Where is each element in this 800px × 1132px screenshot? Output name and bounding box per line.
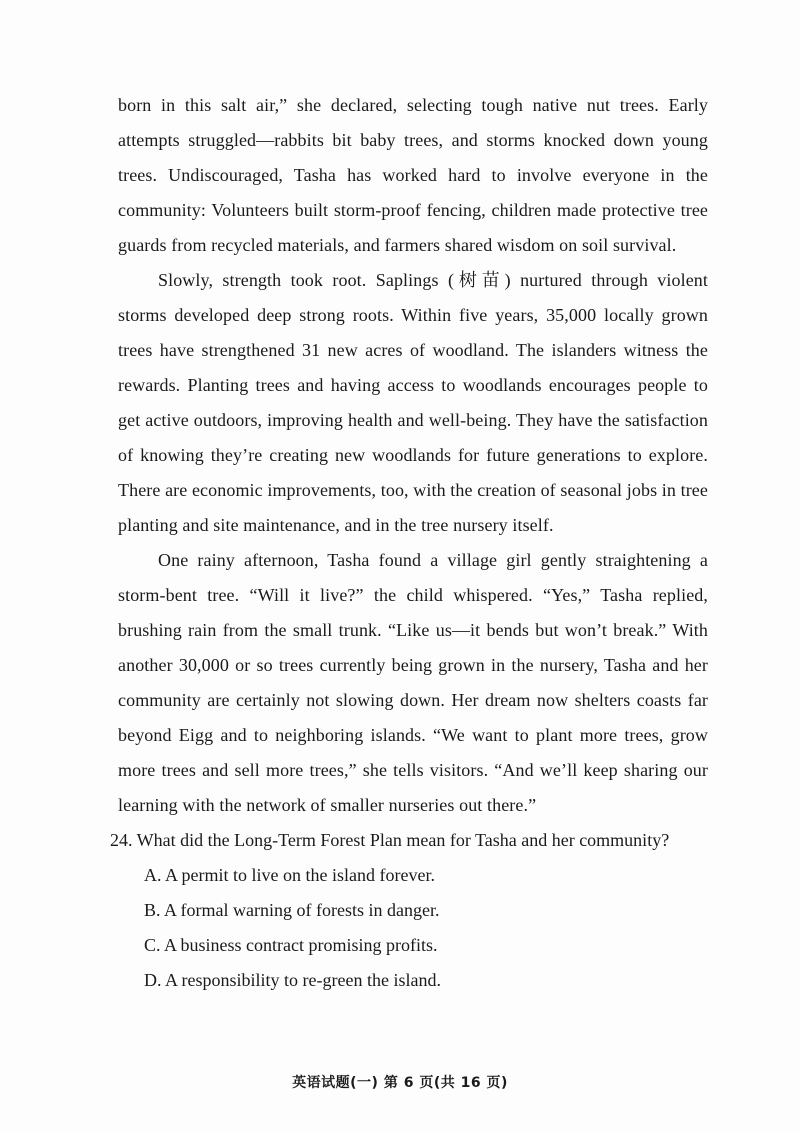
page-footer: 英语试题(一) 第 6 页(共 16 页) xyxy=(292,1075,508,1091)
option-d: D. A responsibility to re-green the island. xyxy=(144,970,441,990)
question-24-stem: 24. What did the Long-Term Forest Plan mean for Tasha and her community? xyxy=(110,830,670,850)
reading-passage xyxy=(110,88,708,998)
passage-paragraph-1: born in this salt air,” she declared, selecting tough native nut trees. Early attempts struggled—rabbits bit baby trees, and storms knocked down young trees. Undiscouraged, Tasha has worked hard to involve everyone in the community: Volunteers built storm-proof fencing, children made protective tree guards from recycled materials, and farmers shared wisdom on soil survival. xyxy=(118,95,708,255)
option-b: B. A formal warning of forests in danger. xyxy=(144,900,440,920)
passage-paragraph-2: Slowly, strength took root. Saplings (树苗) nurtured through violent storms developed deep strong roots. Within five years, 35,000 locally grown trees have strengthened 31 new acres of woodland. The islanders witness the rewards. Planting trees and having access to woodlands encourages people to get active outdoors, improving health and well-being. They have the satisfaction of knowing they’re creating new woodlands for future generations to explore. There are economic improvements, too, with the creation of seasonal jobs in tree planting and site maintenance, and in the tree nursery itself. xyxy=(118,270,708,535)
question-24-options xyxy=(118,858,708,998)
option-c: C. A business contract promising profits. xyxy=(144,935,438,955)
passage-paragraph-3: One rainy afternoon, Tasha found a village girl gently straightening a storm-bent tree. “Will it live?” the child whispered. “Yes,” Tasha replied, brushing rain from the small trunk. “Like us—it bends but won’t break.” With another 30,000 or so trees currently being grown in the nursery, Tasha and her community are certainly not slowing down. Her dream now shelters coasts far beyond Eigg and to neighboring islands. “We want to plant more trees, grow more trees and sell more trees,” she tells visitors. “And we’ll keep sharing our learning with the network of smaller nurseries out there.” xyxy=(118,550,708,815)
option-a: A. A permit to live on the island forever. xyxy=(144,865,435,885)
